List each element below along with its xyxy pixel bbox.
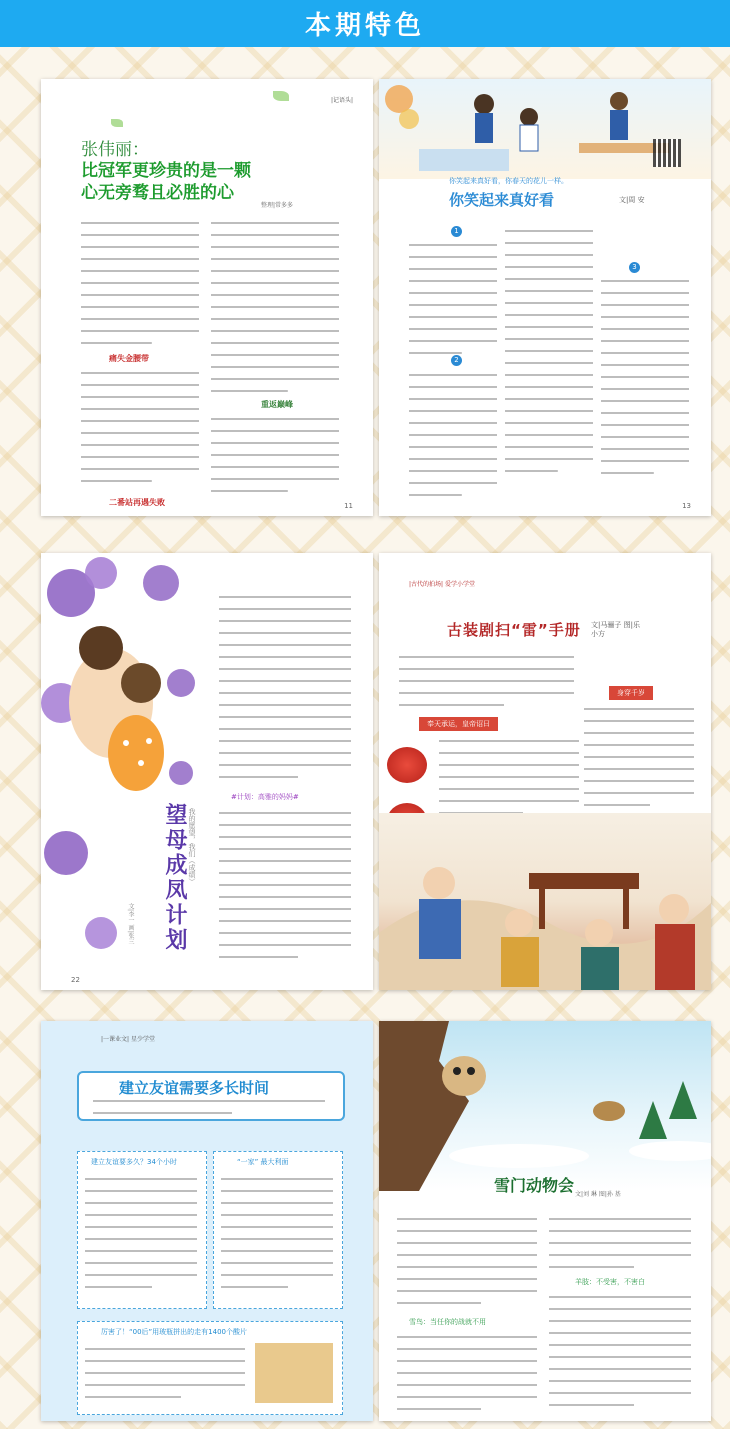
box-text-3 — [85, 1345, 245, 1405]
article-title — [81, 160, 361, 204]
court-scene — [379, 813, 711, 990]
column-text-2b — [549, 1293, 691, 1413]
intro-text — [399, 653, 574, 713]
subheading: 痛失金腰带 — [109, 354, 149, 363]
column-text-2 — [219, 809, 351, 965]
column-text-2 — [505, 227, 593, 479]
photo-placeholder — [255, 1343, 333, 1403]
magazine-page-6[interactable] — [379, 1021, 711, 1421]
subheading: #计划：高雅的妈妈# — [231, 793, 299, 801]
page-number: 22 — [71, 976, 80, 984]
column-text-1 — [439, 737, 579, 821]
subheading: 羊肢：不受害，不害白 — [575, 1278, 645, 1286]
section-number: 1 — [451, 226, 462, 237]
article-title: 建立友谊需要多长时间 — [119, 1079, 270, 1097]
box-heading: 建立友谊要多久？34个小时 — [91, 1158, 177, 1166]
section-label: 奉天承运，皇帝诏曰 — [419, 717, 498, 731]
column-text — [219, 593, 351, 785]
byline: 整理|常多多 — [261, 202, 294, 209]
leaf-decoration — [111, 119, 123, 127]
subheading: 重返巅峰 — [261, 400, 293, 409]
intro-text — [93, 1097, 325, 1121]
subheading: 雪鸟：当任你的战就不用 — [409, 1318, 486, 1326]
title-line-2: 心无旁骛且必胜的心 — [81, 183, 234, 204]
magazine-page-3[interactable] — [41, 553, 373, 990]
ancient-court-illustration — [379, 813, 711, 990]
section-label: 身穿千岁 — [609, 686, 653, 700]
title-line-1: 比冠军更珍贵的是一颗 — [81, 161, 251, 181]
magazine-page-2[interactable] — [379, 79, 711, 516]
section-header — [0, 0, 730, 47]
column-tag: |一课业文| 星少学堂 — [101, 1036, 155, 1043]
magazine-page-1[interactable] — [41, 79, 373, 516]
section-number: 2 — [451, 355, 462, 366]
article-title: 古装剧扫“雷”手册 — [447, 621, 581, 639]
section-title: 本期特色 — [304, 11, 425, 41]
column-text-3 — [601, 277, 689, 481]
section-number: 3 — [629, 262, 640, 273]
author: 文|周 安 — [619, 196, 645, 204]
box-heading: “一家” 最大利面 — [237, 1158, 289, 1166]
column-tag: |古代的拍场| 爱学小学堂 — [409, 581, 475, 588]
magazine-page-5[interactable] — [41, 1021, 373, 1421]
column-text-right-2 — [211, 415, 339, 499]
article-title: 雪门动物会 — [494, 1176, 575, 1195]
author: 文|刘 琳 图|孙 基 — [575, 1191, 621, 1198]
box-text-1 — [85, 1175, 197, 1295]
column-text-1b — [397, 1333, 537, 1417]
subheading: 二番站再遇失败 — [109, 498, 165, 507]
article-title: 你笑起来真好看 — [449, 191, 555, 209]
magazine-page-4[interactable] — [379, 553, 711, 990]
author: 文|马骊子 图|乐小方 — [591, 621, 640, 639]
column-text-left — [81, 219, 199, 351]
column-text-1 — [397, 1215, 537, 1311]
article-subtitle: 你笑起来真好看，你春天的花儿一样。 — [449, 177, 568, 185]
column-tag: |记语头| — [330, 97, 353, 104]
column-text-2 — [584, 705, 694, 813]
column-text-left-2 — [81, 369, 199, 489]
pine-tree — [639, 1101, 667, 1139]
column-text-1 — [409, 241, 497, 361]
article-title: 望母成凤计划 — [162, 803, 187, 953]
column-text-1b — [409, 371, 497, 503]
qr-code[interactable] — [653, 139, 681, 167]
article-subtitle: 我的愿望，我们（成绩） — [188, 808, 196, 885]
column-text-right — [211, 219, 339, 399]
page-number: 13 — [682, 502, 691, 510]
article-person: 张伟丽： — [81, 140, 149, 160]
page-number: 11 — [344, 502, 353, 510]
box-heading: 厉害了！“00后”用玻瓶拼出的走有1400个酸片 — [101, 1328, 247, 1336]
pine-tree — [669, 1081, 697, 1119]
box-text-2 — [221, 1175, 333, 1295]
lantern-decoration — [387, 747, 427, 783]
leaf-decoration — [273, 91, 289, 101]
column-text-2 — [549, 1215, 691, 1275]
author: 文|李一 画|张三 — [127, 903, 134, 945]
